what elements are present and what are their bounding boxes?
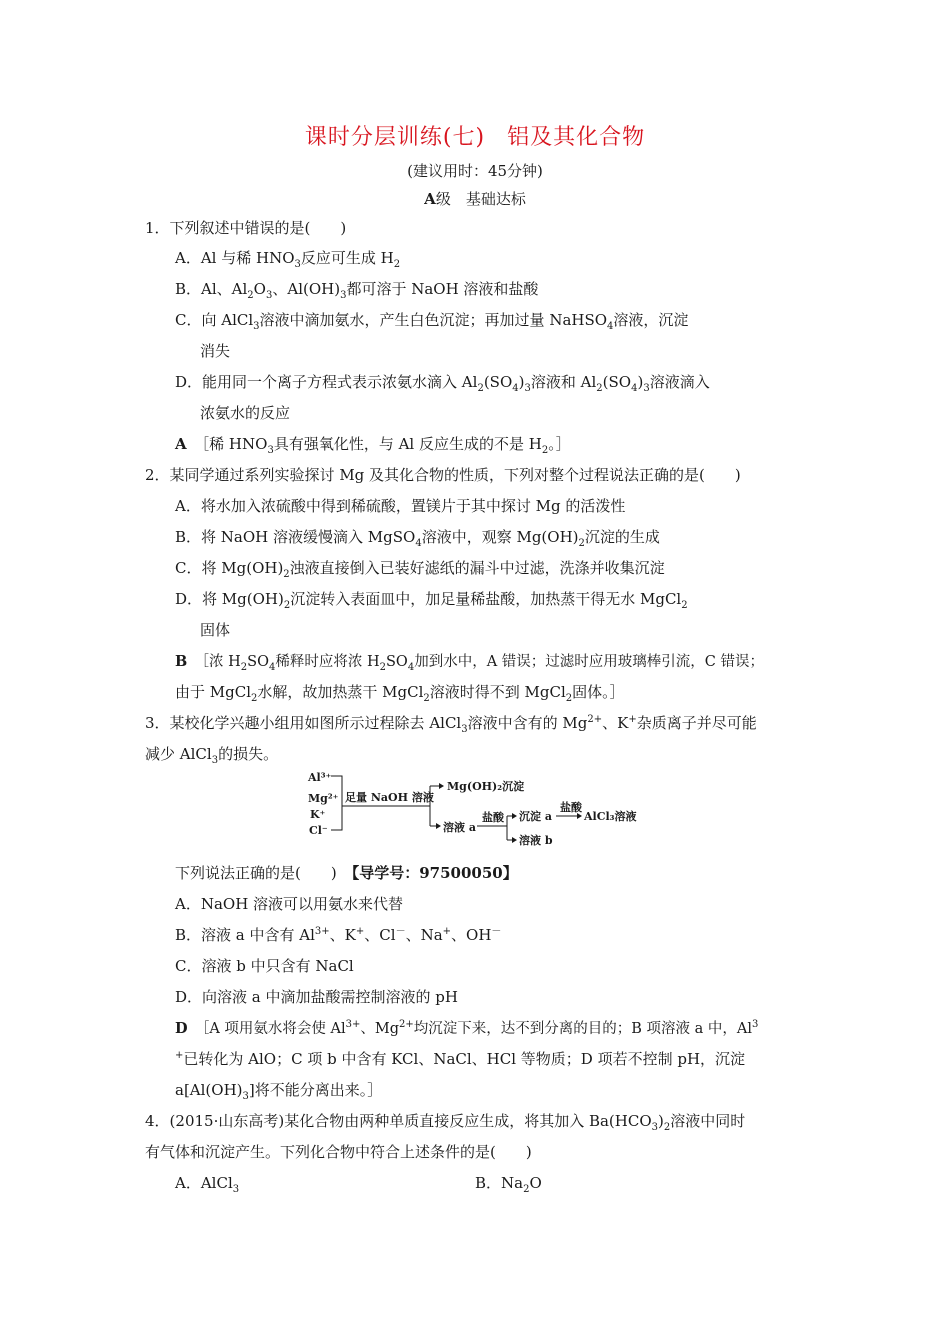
q4-option-a: A．AlCl$_3$ — [175, 1174, 240, 1195]
reagent-hcl-label-2: 盐酸 — [560, 801, 582, 814]
q4-stem-cont: 有气体和沉淀产生。下列化合物中符合上述条件的是( ) — [145, 1143, 532, 1161]
precipitate-a-label: 沉淀 a — [519, 810, 552, 823]
q3-option-a: A．NaOH 溶液可以用氨水来代替 — [175, 895, 404, 913]
ion-mg: Mg²⁺ — [308, 792, 339, 805]
page-title: 课时分层训练(七) 铝及其化合物 — [304, 125, 646, 150]
q2-stem: 2．某同学通过系列实验探讨 Mg 及其化合物的性质，下列对整个过程说法正确的是( ) — [145, 466, 741, 484]
ion-al: Al³⁺ — [308, 771, 332, 784]
alcl3-solution-label: AlCl₃溶液 — [584, 810, 637, 823]
q1-stem: 1．下列叙述中错误的是( ) — [145, 219, 347, 237]
mgoh2-precipitate-label: Mg(OH)₂沉淀 — [447, 780, 525, 793]
q2-option-d-cont: 固体 — [200, 621, 231, 639]
q1-option-c-cont: 消失 — [200, 342, 231, 360]
q1-option-b: B．Al、$Al_2O_3$、$Al(OH)_3$都可溶于 NaOH 溶液和盐酸 — [175, 280, 539, 301]
ion-k: K⁺ — [310, 808, 326, 821]
q3-answer: D ［A 项用氨水将会使 $Al^{3+}$、$Mg^{2+}$均沉淀下来，达不到分离的目的；B 项溶液 a 中，Al$^3$ — [175, 1019, 759, 1037]
q3-option-d: D．向溶液 a 中滴加盐酸需控制溶液的 pH — [175, 988, 458, 1006]
q1-option-c: C．向 AlCl$_3$溶液中滴加氨水，产生白色沉淀；再加过量 NaHSO$_4$溶液，沉淀 — [175, 311, 689, 332]
q1-option-d: D．能用同一个离子方程式表示浓氨水滴入 $Al_2(SO_4)_3$溶液和 $Al_2(SO_4)_3$溶液滴入 — [175, 373, 710, 394]
q1-answer: A ［稀 $HNO_3$具有强氧化性，与 Al 反应生成的不是 $H_2$。］ — [175, 435, 571, 456]
q2-answer-cont: 由于 MgCl$_2$水解，故加热蒸干 MgCl$_2$溶液时得不到 MgCl$_2$固体。］ — [175, 683, 625, 704]
reagent-naoh-label: 足量 NaOH 溶液 — [345, 791, 434, 804]
solution-a-label: 溶液 a — [443, 821, 476, 834]
level-heading: A级 基础达标 — [424, 190, 526, 208]
arrowhead-soln-a — [436, 823, 441, 829]
q4-stem: 4．(2015·山东高考)某化合物由两种单质直接反应生成，将其加入 $Ba(HCO_3)_2$溶液中同时 — [145, 1112, 746, 1133]
arrowhead-ppt-a — [512, 813, 517, 819]
q3-question: 下列说法正确的是( ) 【导学号：97500050】 — [175, 864, 518, 882]
reagent-hcl-label-1: 盐酸 — [482, 811, 504, 824]
q2-answer: B ［浓 $H_2SO_4$稀释时应将浓 $H_2SO_4$加到水中，A 错误；过滤时应用玻璃棒引流，C 错误； — [175, 653, 764, 673]
q1-option-d-cont: 浓氨水的反应 — [200, 404, 291, 422]
q2-option-d: D．将 $Mg(OH)_2$沉淀转入表面皿中，加足量稀盐酸，加热蒸干得无水 MgCl$_2$ — [175, 590, 688, 611]
ion-cl: Cl⁻ — [309, 824, 328, 837]
q4-option-b: B．$Na_2O$ — [475, 1174, 542, 1195]
solution-b-label: 溶液 b — [519, 834, 553, 847]
q2-option-a: A．将水加入浓硫酸中得到稀硫酸，置镁片于其中探讨 Mg 的活泼性 — [175, 497, 626, 515]
q3-option-c: C．溶液 b 中只含有 NaCl — [175, 957, 354, 975]
q2-option-b: B．将 NaOH 溶液缓慢滴入 MgSO$_4$溶液中，观察 $Mg(OH)_2$沉淀的生成 — [175, 528, 660, 549]
q3-stem-cont: 减少 AlCl$_3$的损失。 — [145, 745, 279, 766]
q3-answer-cont-2: $a[Al(OH)_3]$将不能分离出来。］ — [175, 1081, 383, 1102]
separation-flow-diagram — [305, 768, 650, 858]
arrowhead-soln-b — [512, 837, 517, 843]
q3-answer-cont: +已转化为 AlO；C 项 b 中含有 KCl、NaCl、HCl 等物质；D 项若不控制 pH，沉淀 — [175, 1050, 746, 1068]
q3-option-b: B．溶液 a 中含有 $Al^{3+}$、K+、Cl－、Na+、OH－ — [175, 926, 502, 944]
arrowhead-ppt — [439, 783, 444, 789]
time-note: (建议用时：45分钟) — [407, 162, 543, 180]
q3-stem: 3．某校化学兴趣小组用如图所示过程除去 AlCl$_3$溶液中含有的 $Mg^{2+}$、K+杂质离子并尽可能 — [145, 714, 757, 735]
q2-option-c: C．将 $Mg(OH)_2$浊液直接倒入已装好滤纸的漏斗中过滤，洗涤并收集沉淀 — [175, 559, 665, 580]
q1-option-a: A．Al 与稀 $HNO_3$反应可生成 $H_2$ — [175, 249, 401, 270]
